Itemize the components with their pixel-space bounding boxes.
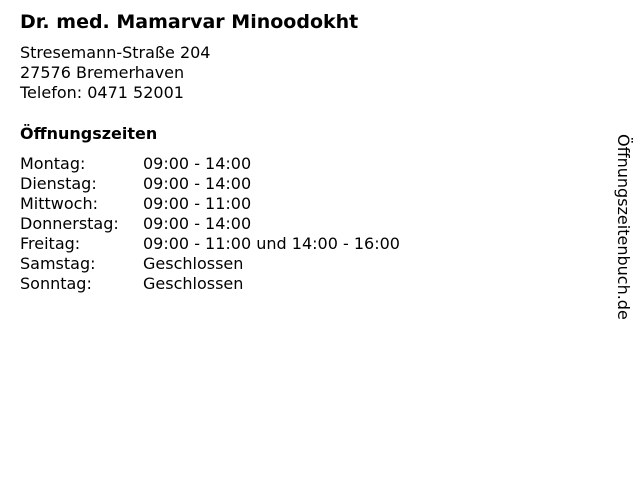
- city-address: 27576 Bremerhaven: [20, 63, 185, 82]
- phone-number: Telefon: 0471 52001: [20, 83, 184, 102]
- site-watermark: Öffnungszeitenbuch.de: [614, 134, 633, 320]
- business-name: Dr. med. Mamarvar Minoodokht: [20, 11, 359, 33]
- hours-row-tuesday: [20, 174, 400, 194]
- hours-time: 09:00 - 14:00: [143, 174, 252, 193]
- opening-hours-list: [20, 154, 400, 294]
- hours-row-saturday: [20, 254, 400, 274]
- hours-row-friday: [20, 234, 400, 254]
- hours-day: Mittwoch:: [20, 194, 98, 213]
- hours-time: Geschlossen: [143, 274, 244, 293]
- hours-row-sunday: [20, 274, 400, 294]
- address-block: [20, 43, 210, 103]
- hours-day: Sonntag:: [20, 274, 92, 293]
- hours-day: Montag:: [20, 154, 86, 173]
- hours-row-wednesday: [20, 194, 400, 214]
- hours-time: 09:00 - 14:00: [143, 214, 252, 233]
- hours-time: 09:00 - 14:00: [143, 154, 252, 173]
- hours-time: 09:00 - 11:00 und 14:00 - 16:00: [143, 234, 400, 253]
- hours-row-monday: [20, 154, 400, 174]
- hours-row-thursday: [20, 214, 400, 234]
- opening-hours-heading: Öffnungszeiten: [20, 124, 158, 143]
- hours-day: Donnerstag:: [20, 214, 119, 233]
- hours-day: Samstag:: [20, 254, 96, 273]
- hours-day: Dienstag:: [20, 174, 97, 193]
- street-address: Stresemann-Straße 204: [20, 43, 211, 62]
- hours-time: 09:00 - 11:00: [143, 194, 252, 213]
- hours-day: Freitag:: [20, 234, 81, 253]
- hours-time: Geschlossen: [143, 254, 244, 273]
